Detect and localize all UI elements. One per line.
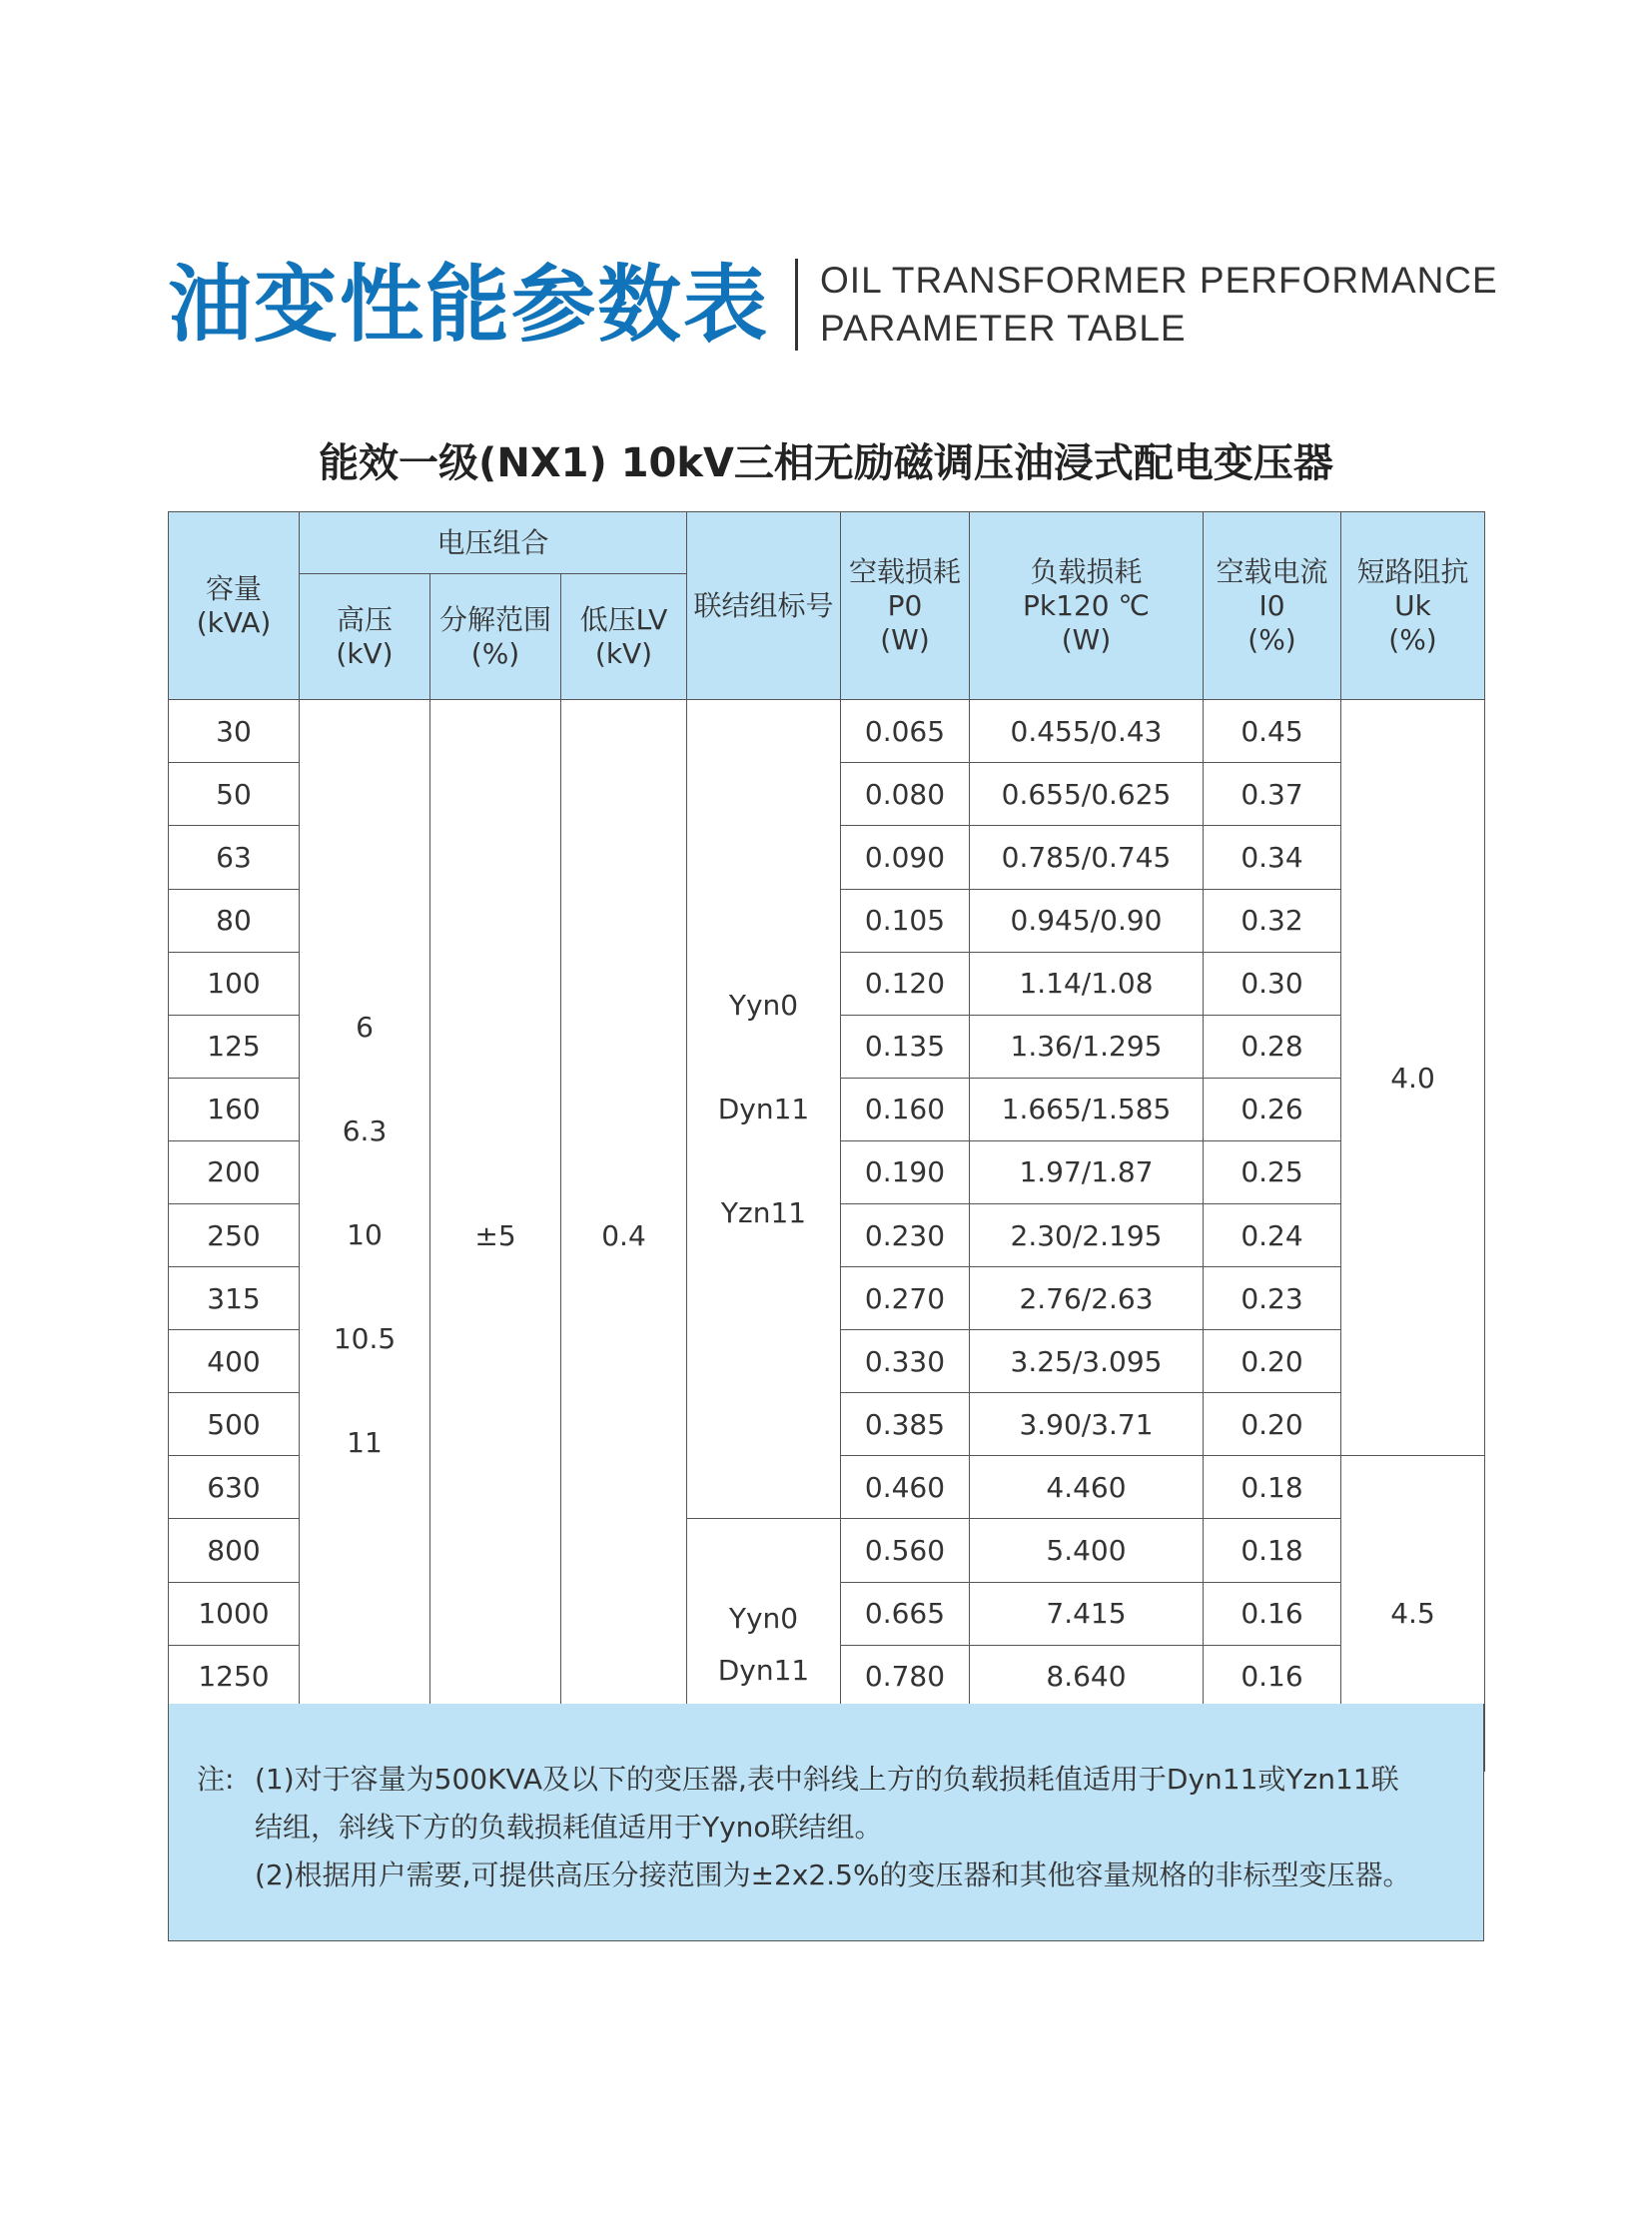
i0-cell: 0.23 <box>1204 1267 1341 1330</box>
performance-table <box>168 511 1485 1772</box>
table-subtitle: 能效一级(NX1) 10kV三相无励磁调压油浸式配电变压器 <box>319 440 1333 486</box>
pk-cell: 1.36/1.295 <box>970 1015 1204 1078</box>
pk-cell: 2.30/2.195 <box>970 1203 1204 1266</box>
connection-value: Yyn0 <box>728 988 799 1022</box>
pk-cell: 2.76/2.63 <box>970 1267 1204 1330</box>
p0-cell: 0.065 <box>841 700 970 763</box>
lv-cell: 0.4 <box>561 700 687 1772</box>
i0-cell: 0.32 <box>1204 889 1341 952</box>
p0-cell: 0.105 <box>841 889 970 952</box>
note-1-line-2: 结组，斜线下方的负载损耗值适用于Yyno联结组。 <box>255 1811 883 1844</box>
capacity-cell: 400 <box>169 1330 300 1393</box>
pk-cell: 3.25/3.095 <box>970 1330 1204 1393</box>
note-prefix: 注: <box>197 1763 235 1796</box>
header-no-load-loss: 空载损耗 P0 (W) <box>841 512 970 700</box>
pk-cell: 0.785/0.745 <box>970 826 1204 889</box>
i0-cell: 0.25 <box>1204 1140 1341 1203</box>
i0-cell: 0.16 <box>1204 1645 1341 1708</box>
header-no-load-current: 空载电流 I0 (%) <box>1204 512 1341 700</box>
impedance-cell-a: 4.0 <box>1341 700 1485 1456</box>
header-lv: 低压LV (kV) <box>561 574 687 700</box>
connection-value: Dyn11 <box>717 1092 810 1125</box>
pk-cell: 7.415 <box>970 1582 1204 1645</box>
p0-cell: 0.120 <box>841 952 970 1015</box>
pk-cell: 1.14/1.08 <box>970 952 1204 1015</box>
connection-value: Dyn11 <box>717 1654 810 1688</box>
hv-value: 10.5 <box>333 1322 397 1356</box>
p0-cell: 0.160 <box>841 1078 970 1140</box>
pk-cell: 5.400 <box>970 1519 1204 1582</box>
i0-cell: 0.16 <box>1204 1582 1341 1645</box>
i0-cell: 0.18 <box>1204 1456 1341 1519</box>
table-row <box>169 700 1485 763</box>
pk-cell: 1.97/1.87 <box>970 1140 1204 1203</box>
capacity-cell: 315 <box>169 1267 300 1330</box>
capacity-cell: 1000 <box>169 1582 300 1645</box>
capacity-cell: 125 <box>169 1015 300 1078</box>
capacity-cell: 63 <box>169 826 300 889</box>
i0-cell: 0.34 <box>1204 826 1341 889</box>
p0-cell: 0.560 <box>841 1519 970 1582</box>
header-voltage-group: 电压组合 <box>300 512 687 574</box>
pk-cell: 0.945/0.90 <box>970 889 1204 952</box>
page-title-cn: 油变性能参数表 <box>168 256 770 354</box>
capacity-cell: 80 <box>169 889 300 952</box>
pk-cell: 0.655/0.625 <box>970 763 1204 826</box>
connection-value: Yyn0 <box>728 1602 799 1636</box>
impedance-cell-b: 4.5 <box>1341 1456 1485 1772</box>
capacity-cell: 250 <box>169 1203 300 1266</box>
i0-cell: 0.24 <box>1204 1203 1341 1266</box>
capacity-cell: 100 <box>169 952 300 1015</box>
i0-cell: 0.30 <box>1204 952 1341 1015</box>
hv-cell <box>300 700 430 1772</box>
p0-cell: 0.080 <box>841 763 970 826</box>
note-1 <box>197 1756 1443 1804</box>
capacity-cell: 1250 <box>169 1645 300 1708</box>
hv-value: 10 <box>347 1218 383 1252</box>
capacity-cell: 160 <box>169 1078 300 1140</box>
notes-box <box>168 1704 1484 1941</box>
title-divider <box>795 259 798 351</box>
header-hv: 高压 (kV) <box>300 574 430 700</box>
pk-cell: 4.460 <box>970 1456 1204 1519</box>
title-en-line2: PARAMETER TABLE <box>820 308 1187 349</box>
p0-cell: 0.330 <box>841 1330 970 1393</box>
pk-cell: 3.90/3.71 <box>970 1393 1204 1456</box>
p0-cell: 0.090 <box>841 826 970 889</box>
header-impedance: 短路阻抗 Uk (%) <box>1341 512 1485 700</box>
pk-cell: 8.640 <box>970 1645 1204 1708</box>
p0-cell: 0.780 <box>841 1645 970 1708</box>
note-1-line-1: (1)对于容量为500KVA及以下的变压器,表中斜线上方的负载损耗值适用于Dyn11或Yzn11联 <box>255 1763 1399 1796</box>
p0-cell: 0.270 <box>841 1267 970 1330</box>
tap-range-cell: ±5 <box>430 700 561 1772</box>
connection-value: Yzn11 <box>720 1195 807 1229</box>
i0-cell: 0.26 <box>1204 1078 1341 1140</box>
i0-cell: 0.45 <box>1204 700 1341 763</box>
hv-value: 6 <box>356 1011 374 1045</box>
pk-cell: 1.665/1.585 <box>970 1078 1204 1140</box>
capacity-cell: 500 <box>169 1393 300 1456</box>
i0-cell: 0.37 <box>1204 763 1341 826</box>
i0-cell: 0.18 <box>1204 1519 1341 1582</box>
capacity-cell: 630 <box>169 1456 300 1519</box>
hv-value: 6.3 <box>342 1115 388 1148</box>
p0-cell: 0.460 <box>841 1456 970 1519</box>
p0-cell: 0.135 <box>841 1015 970 1078</box>
capacity-cell: 800 <box>169 1519 300 1582</box>
hv-value: 11 <box>347 1426 383 1460</box>
page-title-en <box>820 257 1498 353</box>
header-capacity: 容量 (kVA) <box>169 512 300 700</box>
title-en-line1: OIL TRANSFORMER PERFORMANCE <box>820 260 1498 301</box>
note-2: (2)根据用户需要,可提供高压分接范围为±2x2.5%的变压器和其他容量规格的非标型变压器。 <box>255 1858 1411 1891</box>
i0-cell: 0.28 <box>1204 1015 1341 1078</box>
pk-cell: 0.455/0.43 <box>970 700 1204 763</box>
capacity-cell: 50 <box>169 763 300 826</box>
i0-cell: 0.20 <box>1204 1393 1341 1456</box>
i0-cell: 0.20 <box>1204 1330 1341 1393</box>
header-tap-range: 分解范围 (%) <box>430 574 561 700</box>
p0-cell: 0.385 <box>841 1393 970 1456</box>
p0-cell: 0.230 <box>841 1203 970 1266</box>
capacity-cell: 30 <box>169 700 300 763</box>
header-load-loss: 负载损耗 Pk120 ℃ (W) <box>970 512 1204 700</box>
capacity-cell: 200 <box>169 1140 300 1203</box>
p0-cell: 0.665 <box>841 1582 970 1645</box>
connection-cell-a <box>687 700 841 1519</box>
page-header <box>168 255 1498 355</box>
p0-cell: 0.190 <box>841 1140 970 1203</box>
header-connection: 联结组标号 <box>687 512 841 700</box>
